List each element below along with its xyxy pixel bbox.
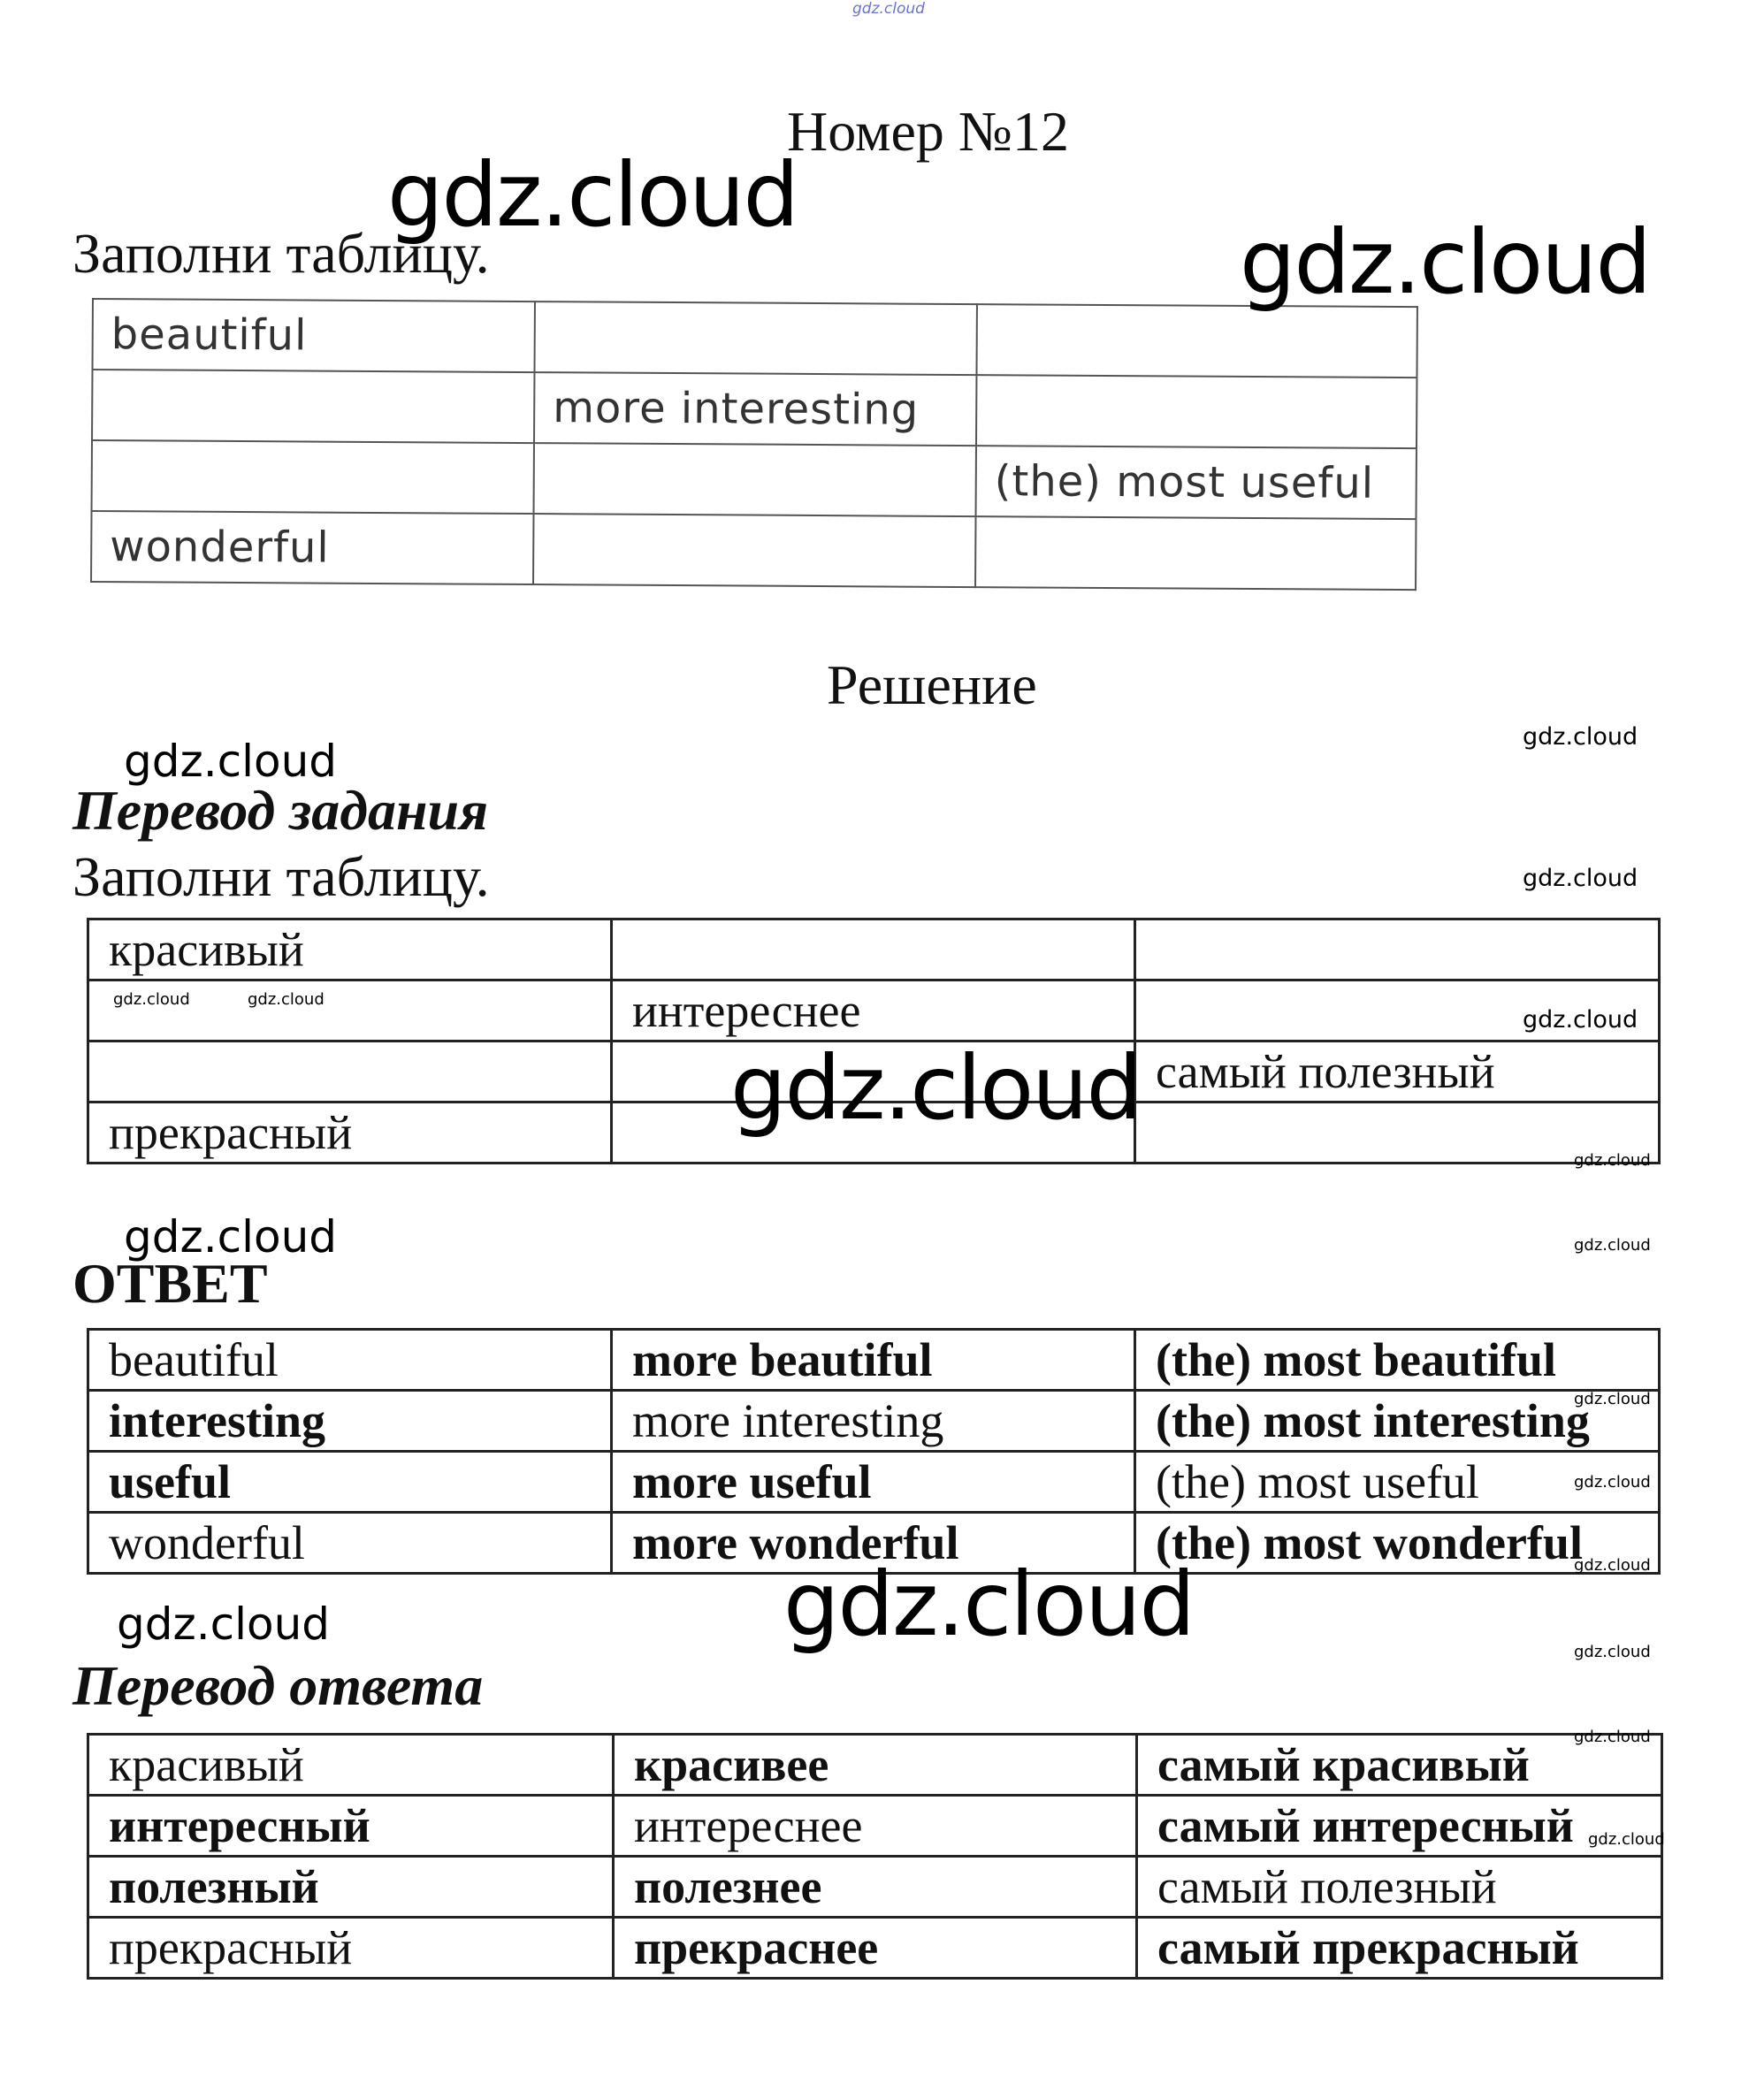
task-text: Заполни таблицу. <box>73 222 490 285</box>
table-cell: more interesting <box>534 372 976 446</box>
task-table <box>90 298 1418 591</box>
table-cell <box>975 516 1416 590</box>
top-watermark: gdz.cloud <box>852 0 925 18</box>
watermark: gdz.cloud <box>113 990 190 1009</box>
table-row <box>88 1918 1662 1979</box>
table-cell: интересный <box>88 1796 614 1857</box>
table-cell <box>92 440 534 514</box>
watermark: gdz.cloud <box>124 1211 338 1263</box>
table-cell: прекрасный <box>88 1103 612 1164</box>
table-row <box>88 919 1660 980</box>
table-cell: (the) most wonderful <box>1135 1513 1660 1574</box>
table-cell: useful <box>88 1452 612 1513</box>
table-cell: (the) most beautiful <box>1135 1330 1660 1391</box>
watermark: gdz.cloud <box>1523 865 1638 892</box>
watermark: gdz.cloud <box>1574 1151 1651 1170</box>
answer-translation-heading: Перевод ответа <box>73 1654 484 1717</box>
table-cell: interesting <box>88 1391 612 1452</box>
table-cell <box>976 375 1417 448</box>
table-cell <box>92 370 534 443</box>
table-cell: красивый <box>88 919 612 980</box>
watermark: gdz.cloud <box>1588 1830 1665 1849</box>
table-row <box>92 370 1417 448</box>
table-row <box>88 1452 1660 1513</box>
table-row <box>88 1735 1662 1796</box>
table-cell: красивее <box>614 1735 1137 1796</box>
watermark: gdz.cloud <box>1574 1728 1651 1746</box>
watermark: gdz.cloud <box>248 990 325 1009</box>
table-cell: wonderful <box>91 511 533 584</box>
watermark: gdz.cloud <box>1574 1556 1651 1575</box>
watermark: gdz.cloud <box>1523 1006 1638 1034</box>
table-row <box>88 1857 1662 1918</box>
page-title: Номер №12 <box>787 100 1069 163</box>
translation-heading: Перевод задания <box>73 779 489 842</box>
table-row <box>91 511 1416 590</box>
table-row <box>92 440 1417 519</box>
table-cell: beautiful <box>88 1330 612 1391</box>
table-cell: самый интересный <box>1137 1796 1662 1857</box>
table-cell: интереснее <box>614 1796 1137 1857</box>
table-row <box>88 980 1660 1042</box>
table-cell: красивый <box>88 1735 614 1796</box>
table-cell: more wonderful <box>612 1513 1135 1574</box>
answer-translation-table <box>87 1733 1663 1980</box>
table-cell: more beautiful <box>612 1330 1135 1391</box>
table-cell: полезнее <box>614 1857 1137 1918</box>
table-cell: полезный <box>88 1857 614 1918</box>
solution-heading: Решение <box>827 653 1037 716</box>
watermark: gdz.cloud <box>1523 723 1638 751</box>
watermark: gdz.cloud <box>1574 1390 1651 1408</box>
watermark: gdz.cloud <box>124 736 338 787</box>
table-cell: wonderful <box>88 1513 612 1574</box>
watermark: gdz.cloud <box>1574 1473 1651 1492</box>
table-cell <box>88 980 612 1042</box>
table-cell: самый прекрасный <box>1137 1918 1662 1979</box>
table-cell: (the) most useful <box>1135 1452 1660 1513</box>
table-cell <box>533 514 975 587</box>
table-cell <box>534 443 976 516</box>
table-cell: (the) most interesting <box>1135 1391 1660 1452</box>
table-cell: самый красивый <box>1137 1735 1662 1796</box>
watermark: gdz.cloud <box>1240 210 1651 314</box>
table-cell <box>534 301 976 375</box>
table-cell: (the) most useful <box>976 446 1417 519</box>
watermark: gdz.cloud <box>783 1553 1195 1656</box>
table-cell: beautiful <box>93 299 535 372</box>
watermark: gdz.cloud <box>1574 1236 1651 1255</box>
table-row <box>88 1330 1660 1391</box>
table-cell <box>612 919 1135 980</box>
table-cell: самый полезный <box>1137 1857 1662 1918</box>
table-cell: прекрасный <box>88 1918 614 1979</box>
table-cell: интереснее <box>612 980 1135 1042</box>
table-cell: more useful <box>612 1452 1135 1513</box>
table-cell: самый полезный <box>1135 1042 1660 1103</box>
table-row <box>93 299 1417 378</box>
translation-task-text: Заполни таблицу. <box>73 845 490 908</box>
table-cell <box>88 1042 612 1103</box>
answer-heading: ОТВЕТ <box>73 1252 268 1315</box>
answer-table <box>87 1328 1661 1575</box>
watermark: gdz.cloud <box>1574 1643 1651 1661</box>
table-cell <box>976 304 1417 378</box>
watermark: gdz.cloud <box>387 143 798 247</box>
table-cell <box>1135 919 1660 980</box>
table-cell: more interesting <box>612 1391 1135 1452</box>
watermark: gdz.cloud <box>117 1598 331 1650</box>
table-cell: прекраснее <box>614 1918 1137 1979</box>
table-row <box>88 1796 1662 1857</box>
watermark: gdz.cloud <box>730 1036 1142 1140</box>
table-row <box>88 1391 1660 1452</box>
